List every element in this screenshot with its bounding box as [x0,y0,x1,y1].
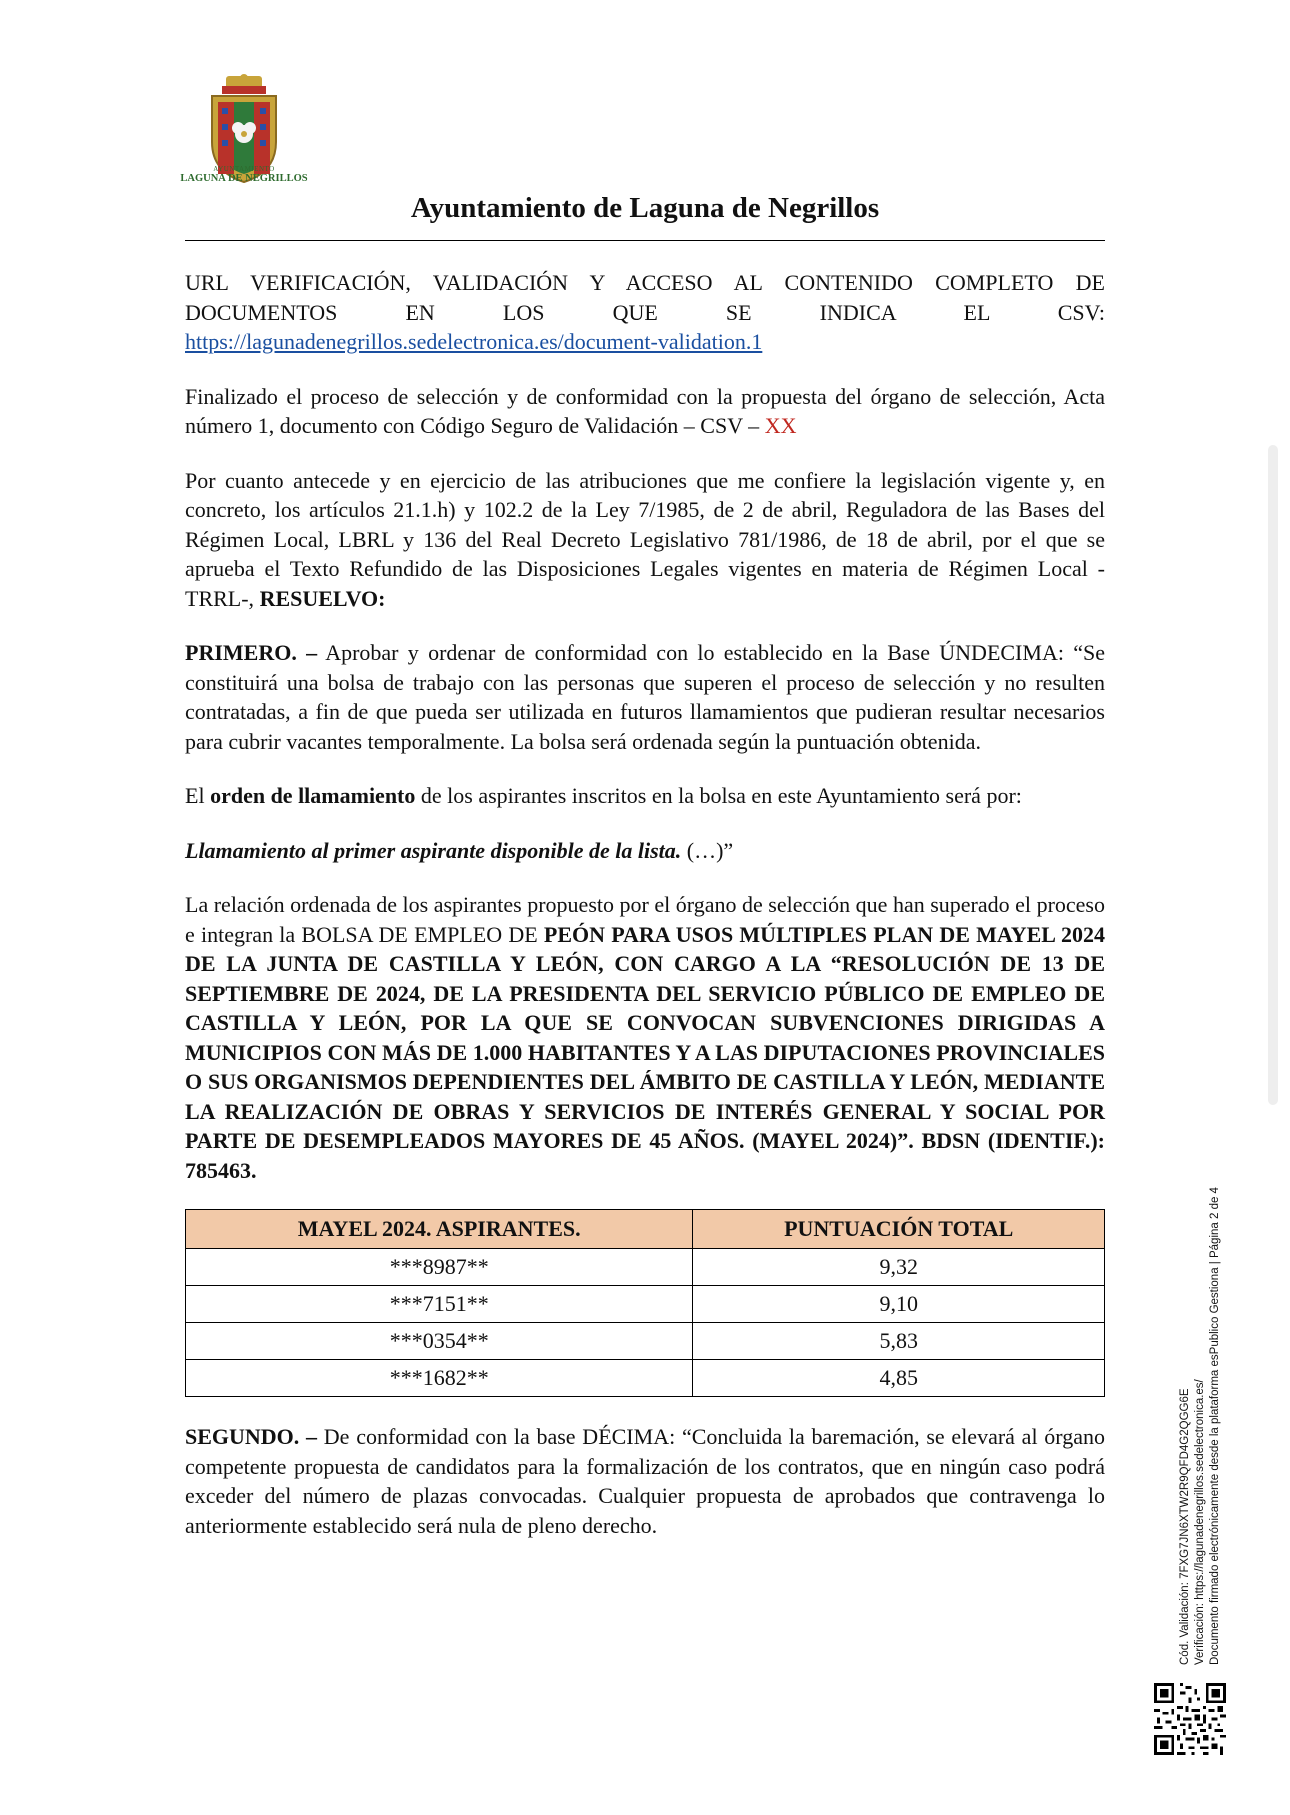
csv-line-2: DOCUMENTOS EN LOS QUE SE INDICA EL CSV: [185,299,1105,325]
resuelvo-label: RESUELVO: [259,585,386,611]
segundo-label: SEGUNDO. – [185,1424,318,1449]
paragraph-llamamiento [185,836,1105,866]
paragraph-por-cuanto [185,466,1105,614]
paragraph-orden [185,781,1105,811]
aspirante-id: ***7151** [186,1286,693,1323]
table-row [186,1323,1105,1360]
table-header-row [186,1210,1105,1249]
aspirante-score: 4,85 [693,1360,1105,1397]
logo-caption [176,166,312,185]
logo-caption-big: LAGUNA DE NEGRILLOS [180,173,308,184]
aspirante-score: 9,10 [693,1286,1105,1323]
document-body [185,268,1105,1565]
paragraph-relacion [185,890,1105,1185]
llamamiento-italic: Llamamiento al primer aspirante disponible de la lista. [185,837,682,863]
candidates-table [185,1209,1105,1397]
finalizado-text: Finalizado el proceso de selección y de conformidad con la propuesta del órgano de selección, Acta número 1, documento con Código Seguro de Validación – CSV – [185,383,1105,438]
paragraph-finalizado [185,382,1105,441]
orden-bold: orden de llamamiento [210,783,416,808]
csv-line-1: URL VERIFICACIÓN, VALIDACIÓN Y ACCESO AL CONTENIDO COMPLETO DE [185,270,1105,295]
aspirante-id: ***1682** [186,1360,693,1397]
col-puntuacion-header: PUNTUACIÓN TOTAL [693,1210,1105,1249]
title-divider [185,240,1105,241]
aspirante-score: 9,32 [693,1249,1105,1286]
verification-url: Verificación: https://lagunadenegrillos.sedelectronica.es/ [1194,1379,1206,1665]
paragraph-segundo [185,1422,1105,1540]
validation-code: Cód. Validación: 7FXG7JN6XTW2R9QFD4G2QGG6E [1179,1388,1191,1665]
aspirante-score: 5,83 [693,1323,1105,1360]
por-cuanto-text: Por cuanto antecede y en ejercicio de las atribuciones que me confiere la legislación vigente y, en concreto, los artículos 21.1.h) y 102.2 de la Ley 7/1985, de 2 de abril, Reguladora de las Bases del Régimen Local, LBRL y 136 del Real Decreto Legislativo 781/1986, de 18 de abril, por el que se aprueba el Texto Refundido de las Disposiciones Legales vigentes en materia de Régimen Local -TRRL-, [185,467,1105,611]
primero-text: Aprobar y ordenar de conformidad con lo establecido en la Base ÚNDECIMA: “Se constituirá una bolsa de trabajo con las personas que superen el proceso de selección y no resulten contratadas, a fin de que pueda ser utilizada en futuros llamamientos que pudieran resultar necesarios para cubrir vacantes temporalmente. La bolsa será ordenada según la puntuación obtenida. [185,640,1105,754]
paragraph-primero [185,638,1105,756]
col-aspirantes-header: MAYEL 2024. ASPIRANTES. [186,1210,693,1249]
orden-post: de los aspirantes inscritos en la bolsa en este Ayuntamiento será por: [415,783,1022,808]
qr-code-icon [1154,1683,1226,1755]
segundo-text: De conformidad con la base DÉCIMA: “Concluida la baremación, se elevará al órgano competente propuesta de candidatos para la formalización de los contratos, que en ningún caso podrá exceder del número de plazas convocadas. Cualquier propuesta de aprobados que contravenga lo anteriormente establecido será nula de pleno derecho. [185,1424,1105,1538]
signature-note: Documento firmado electrónicamente desde la plataforma esPublico Gestiona | Página 2 de 4 [1209,1187,1221,1665]
scrollbar[interactable] [1268,445,1278,1105]
table-row [186,1360,1105,1397]
logo-caption-small: AYUNTAMIENTO [213,165,275,173]
primero-label: PRIMERO. – [185,640,318,665]
llamamiento-post: (…)” [681,837,734,863]
relacion-bold: PEÓN PARA USOS MÚLTIPLES PLAN DE MAYEL 2024 DE LA JUNTA DE CASTILLA Y LEÓN, CON CARGO A LA “RESOLUCIÓN DE 13 DE SEPTIEMBRE DE 2024, DE LA PRESIDENTA DEL SERVICIO PÚBLICO DE EMPLEO DE CASTILLA Y LEÓN, POR LA QUE SE CONVOCAN SUBVENCIONES DIRIGIDAS A MUNICIPIOS CON MÁS DE 1.000 HABITANTES Y A LAS DIPUTACIONES PROVINCIALES O SUS ORGANISMOS DEPENDIENTES DEL ÁMBITO DE CASTILLA Y LEÓN, MEDIANTE LA REALIZACIÓN DE OBRAS Y SERVICIOS DE INTERÉS GENERAL Y SOCIAL POR PARTE DE DESEMPLEADOS MAYORES DE 45 AÑOS. (MAYEL 2024)”. BDSN (IDENTIF.): 785463. [185,921,1105,1183]
validation-link[interactable]: https://lagunadenegrillos.sedelectronica.es/document-validation.1 [185,329,763,354]
page-title: Ayuntamiento de Laguna de Negrillos [410,192,880,224]
csv-code: XX [764,413,797,438]
aspirante-id: ***8987** [186,1249,693,1286]
aspirante-id: ***0354** [186,1323,693,1360]
orden-pre: El [185,783,211,808]
csv-paragraph [185,268,1105,357]
relacion-text: La relación ordenada de los aspirantes propuesto por el órgano de selección que han superado el proceso e integran la BOLSA DE EMPLEO DE [185,892,1105,947]
table-row [186,1286,1105,1323]
verification-sidebar [1178,1135,1264,1665]
table-row [186,1249,1105,1286]
